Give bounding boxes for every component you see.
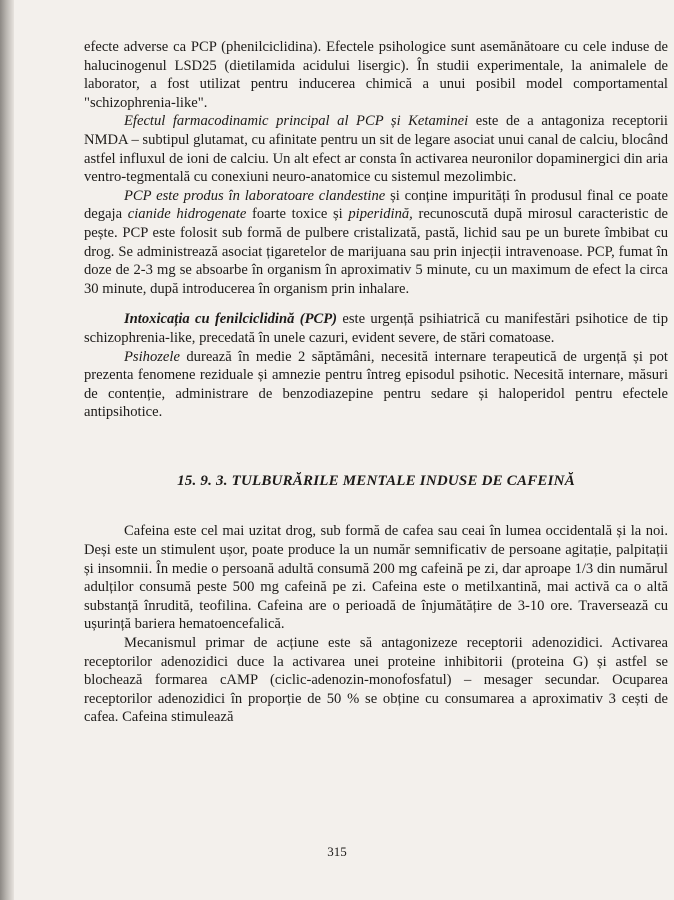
paragraph-production	[84, 187, 668, 299]
spacer	[84, 298, 668, 310]
body-text	[84, 38, 668, 727]
paragraph-caffeine-mechanism: Mecanismul primar de acțiune este să antagonizeze receptorii adenozidici. Activarea receptorilor adenozidici duce la activarea unei proteine inhibitorii (proteina G) și astfel se blochează formarea cAMP (ciclic-adenozin-monofosfatul) – mesager secundar. Ocuparea receptorilor adenozidici în proporție de 50 % se obține cu consumarea a aproximativ 3 cești de cafea. Cafeina stimulează	[84, 635, 668, 726]
paragraph-pharmacodynamic	[84, 112, 668, 186]
psychoses-text: durează în medie 2 săptămâni, necesită internare terapeutică de urgență și pot prezenta fenomene reziduale și amnezie pentru întreg episodul psihotic. Necesită internare, măsuri de contenție, administrare de benzodiazepine pentru sedare și haloperidol pentru efectele antipsihotice.	[84, 348, 668, 421]
paragraph-caffeine: Cafeina este cel mai uzitat drog, sub formă de cafea sau ceai în lumea occidentală și la noi. Deși este un stimulent ușor, poate produce la un număr semnificativ de persoane agitație, palpitații și insomnii. În medie o persoană adultă consumă 200 mg cafeină pe zi, dar aproape 1/3 din numărul adulților consumă peste 500 mg cafeină pe zi. Cafeina este o metilxantină, mai activă ca o altă substanță înrudită, teofilina. Cafeina are o perioadă de înjumătățire de 3-10 ore. Traversează cu ușurință bariera hematoencefalică.	[84, 523, 668, 633]
production-emphasis-1: cianide hidrogenate	[127, 206, 247, 223]
paragraph-psychoses	[84, 348, 668, 422]
spacer	[84, 422, 668, 472]
production-text-2: foarte toxice și	[246, 206, 349, 223]
intoxication-lead: Intoxicația cu fenilciclidină (PCP)	[124, 311, 338, 328]
production-emphasis-2: piperidină,	[348, 206, 413, 223]
paragraph-pcp-effects: efecte adverse ca PCP (phenilciclidina). Efectele psihologice sunt asemănătoare cu cele induse de halucinogenul LSD25 (dietilamida acidului lisergic). În studii experimentale, la animalele de laborator, a fost utilizat pentru inducerea chimică a unui posibil model comportamental "schizophrenia-like".	[84, 39, 668, 111]
binding-shadow	[0, 0, 14, 900]
paragraph-intoxication	[84, 310, 668, 347]
page-number: 315	[327, 844, 347, 859]
intoxication-text: este urgență psihiatrică cu manifestări psihotice de tip schizophrenia-like, precedată în unele cazuri, evident severe, de stări comatoase.	[84, 311, 668, 346]
spacer	[84, 490, 668, 522]
production-text-3: recunoscută după mirosul caracteristic de pește. PCP este folosit sub formă de pulbere cristalizată, pastă, lichid sau pe un burete îmbibat cu drog. Se administrează asociat țigaretelor de marijuana sau prin injecții intravenoase. PCP, fumat în doze de 2-3 mg se absoarbe în organism în aproximativ 5 minute, cu un maximum de efect la circa 30 minute, după introducerea în organism prin inhalare.	[84, 206, 668, 297]
production-lead: PCP este produs în laboratoare clandestine	[124, 187, 386, 204]
pharmacodynamic-lead: Efectul farmacodinamic principal al PCP și Ketaminei	[124, 113, 469, 130]
pharmacodynamic-text: este de a antagoniza receptorii NMDA – subtipul glutamat, cu afinitate pentru un sit de legare asociat unui canal de calciu, blocând astfel influxul de ioni de calciu. Un alt efect ar consta în activarea neuronilor dopaminergici din aria ventro-tegmentală cu conexiuni neuro-anatomice cu sistemul mezolimbic.	[84, 113, 668, 186]
section-heading: 15. 9. 3. TULBURĂRILE MENTALE INDUSE DE CAFEINĂ	[177, 472, 575, 489]
production-text-1: și conține impurități în produsul final ce poate degaja	[84, 187, 668, 223]
psychoses-lead: Psihozele	[124, 348, 180, 365]
